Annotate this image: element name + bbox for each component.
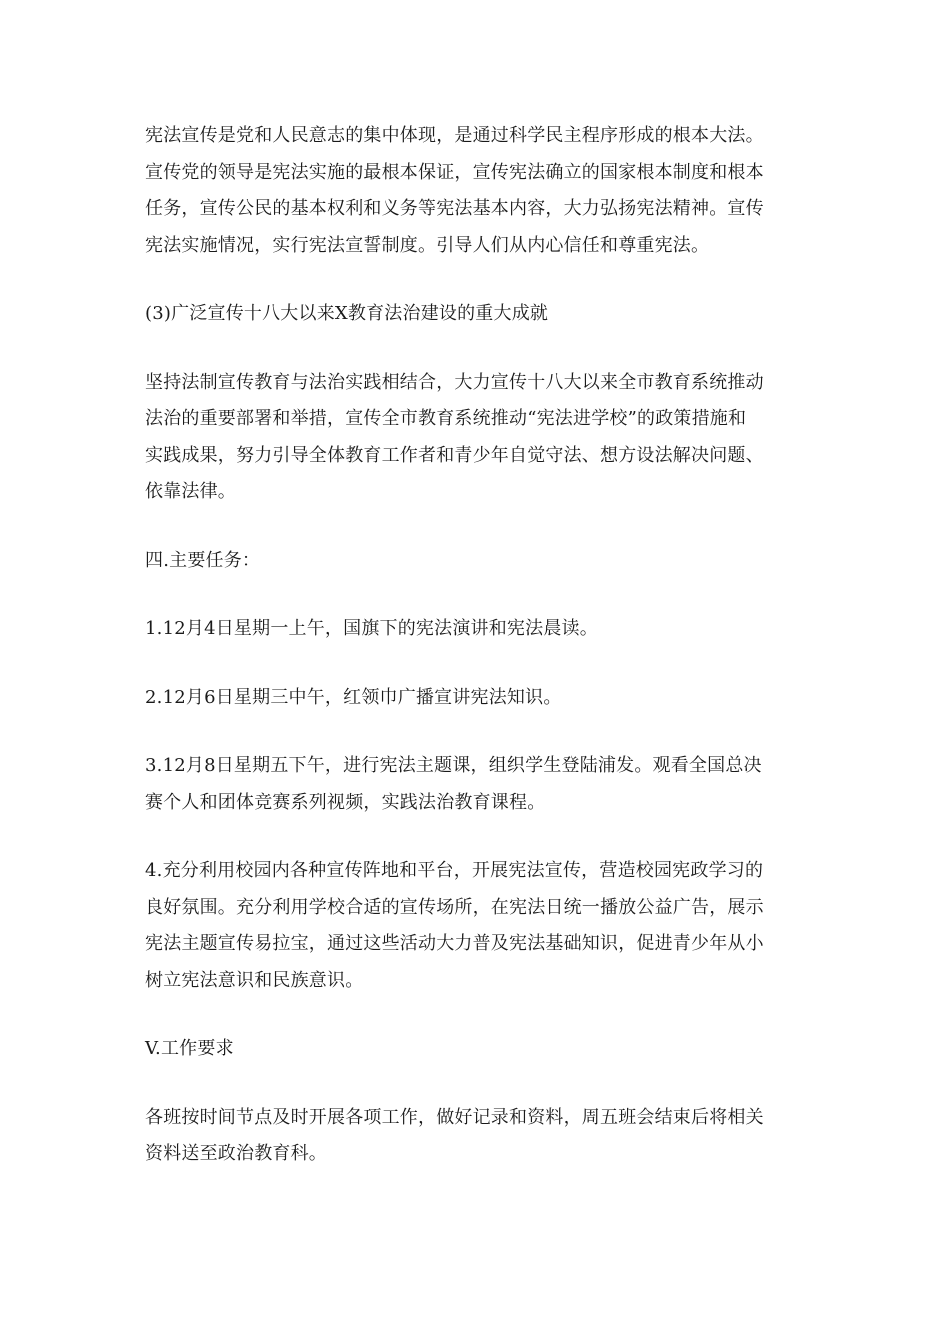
text-line: 1.12月4日星期一上午，国旗下的宪法演讲和宪法晨读。 [145,618,598,639]
text-line: 良好氛围。充分利用学校合适的宣传场所，在宪法日统一播放公益广告，展示 [145,896,764,918]
task-item-3 [145,748,805,821]
text-line: 宪法实施情况，实行宪法宣誓制度。引导人们从内心信任和尊重宪法。 [145,234,710,256]
text-line: 任务，宣传公民的基本权利和义务等宪法基本内容，大力弘扬宪法精神。宣传 [145,198,764,219]
text-line: 依靠法律。 [145,481,236,502]
text-line: 2.12月6日星期三中午，红领巾广播宣讲宪法知识。 [145,686,562,708]
text-line: 树立宪法意识和民族意识。 [145,969,364,991]
task-item-4 [145,853,805,999]
text-line: 各班按时间节点及时开展各项工作，做好记录和资料，周五班会结束后将相关 [145,1106,764,1128]
paragraph-legal-education [145,365,805,511]
text-line: 宣传党的领导是宪法实施的最根本保证，宣传宪法确立的国家根本制度和根本 [145,161,764,183]
section-heading-3 [145,296,805,333]
paragraph-work-requirements [145,1100,805,1173]
paragraph-constitution-publicity [145,118,805,264]
section-heading-main-tasks [145,543,805,580]
task-item-2 [145,680,805,717]
text-line: 赛个人和团体竞赛系列视频，实践法治教育课程。 [145,791,546,813]
text-line: 四.主要任务： [145,549,261,571]
text-line: 实践成果，努力引导全体教育工作者和青少年自觉守法、想方设法解决问题、 [145,444,764,466]
section-heading-work-requirements [145,1031,805,1068]
text-line: 宪法主题宣传易拉宝，通过这些活动大力普及宪法基础知识，促进青少年从小 [145,933,764,954]
text-line: 坚持法制宣传教育与法治实践相结合，大力宣传十八大以来全市教育系统推动 [145,371,764,393]
text-line: V.工作要求 [145,1038,234,1059]
text-line: (3)广泛宣传十八大以来X教育法治建设的重大成就 [145,303,549,324]
document-page [145,118,805,1173]
task-item-1 [145,611,805,648]
text-line: 4.充分利用校园内各种宣传阵地和平台，开展宪法宣传，营造校园宪政学习的 [145,860,764,881]
text-line: 宪法宣传是党和人民意志的集中体现，是通过科学民主程序形成的根本大法。 [145,125,764,146]
text-line: 资料送至政治教育科。 [145,1143,327,1164]
text-line: 3.12月8日星期五下午，进行宪法主题课，组织学生登陆浦发。观看全国总决 [145,755,762,776]
text-line: 法治的重要部署和举措，宣传全市教育系统推动“宪法进学校”的政策措施和 [145,408,747,429]
